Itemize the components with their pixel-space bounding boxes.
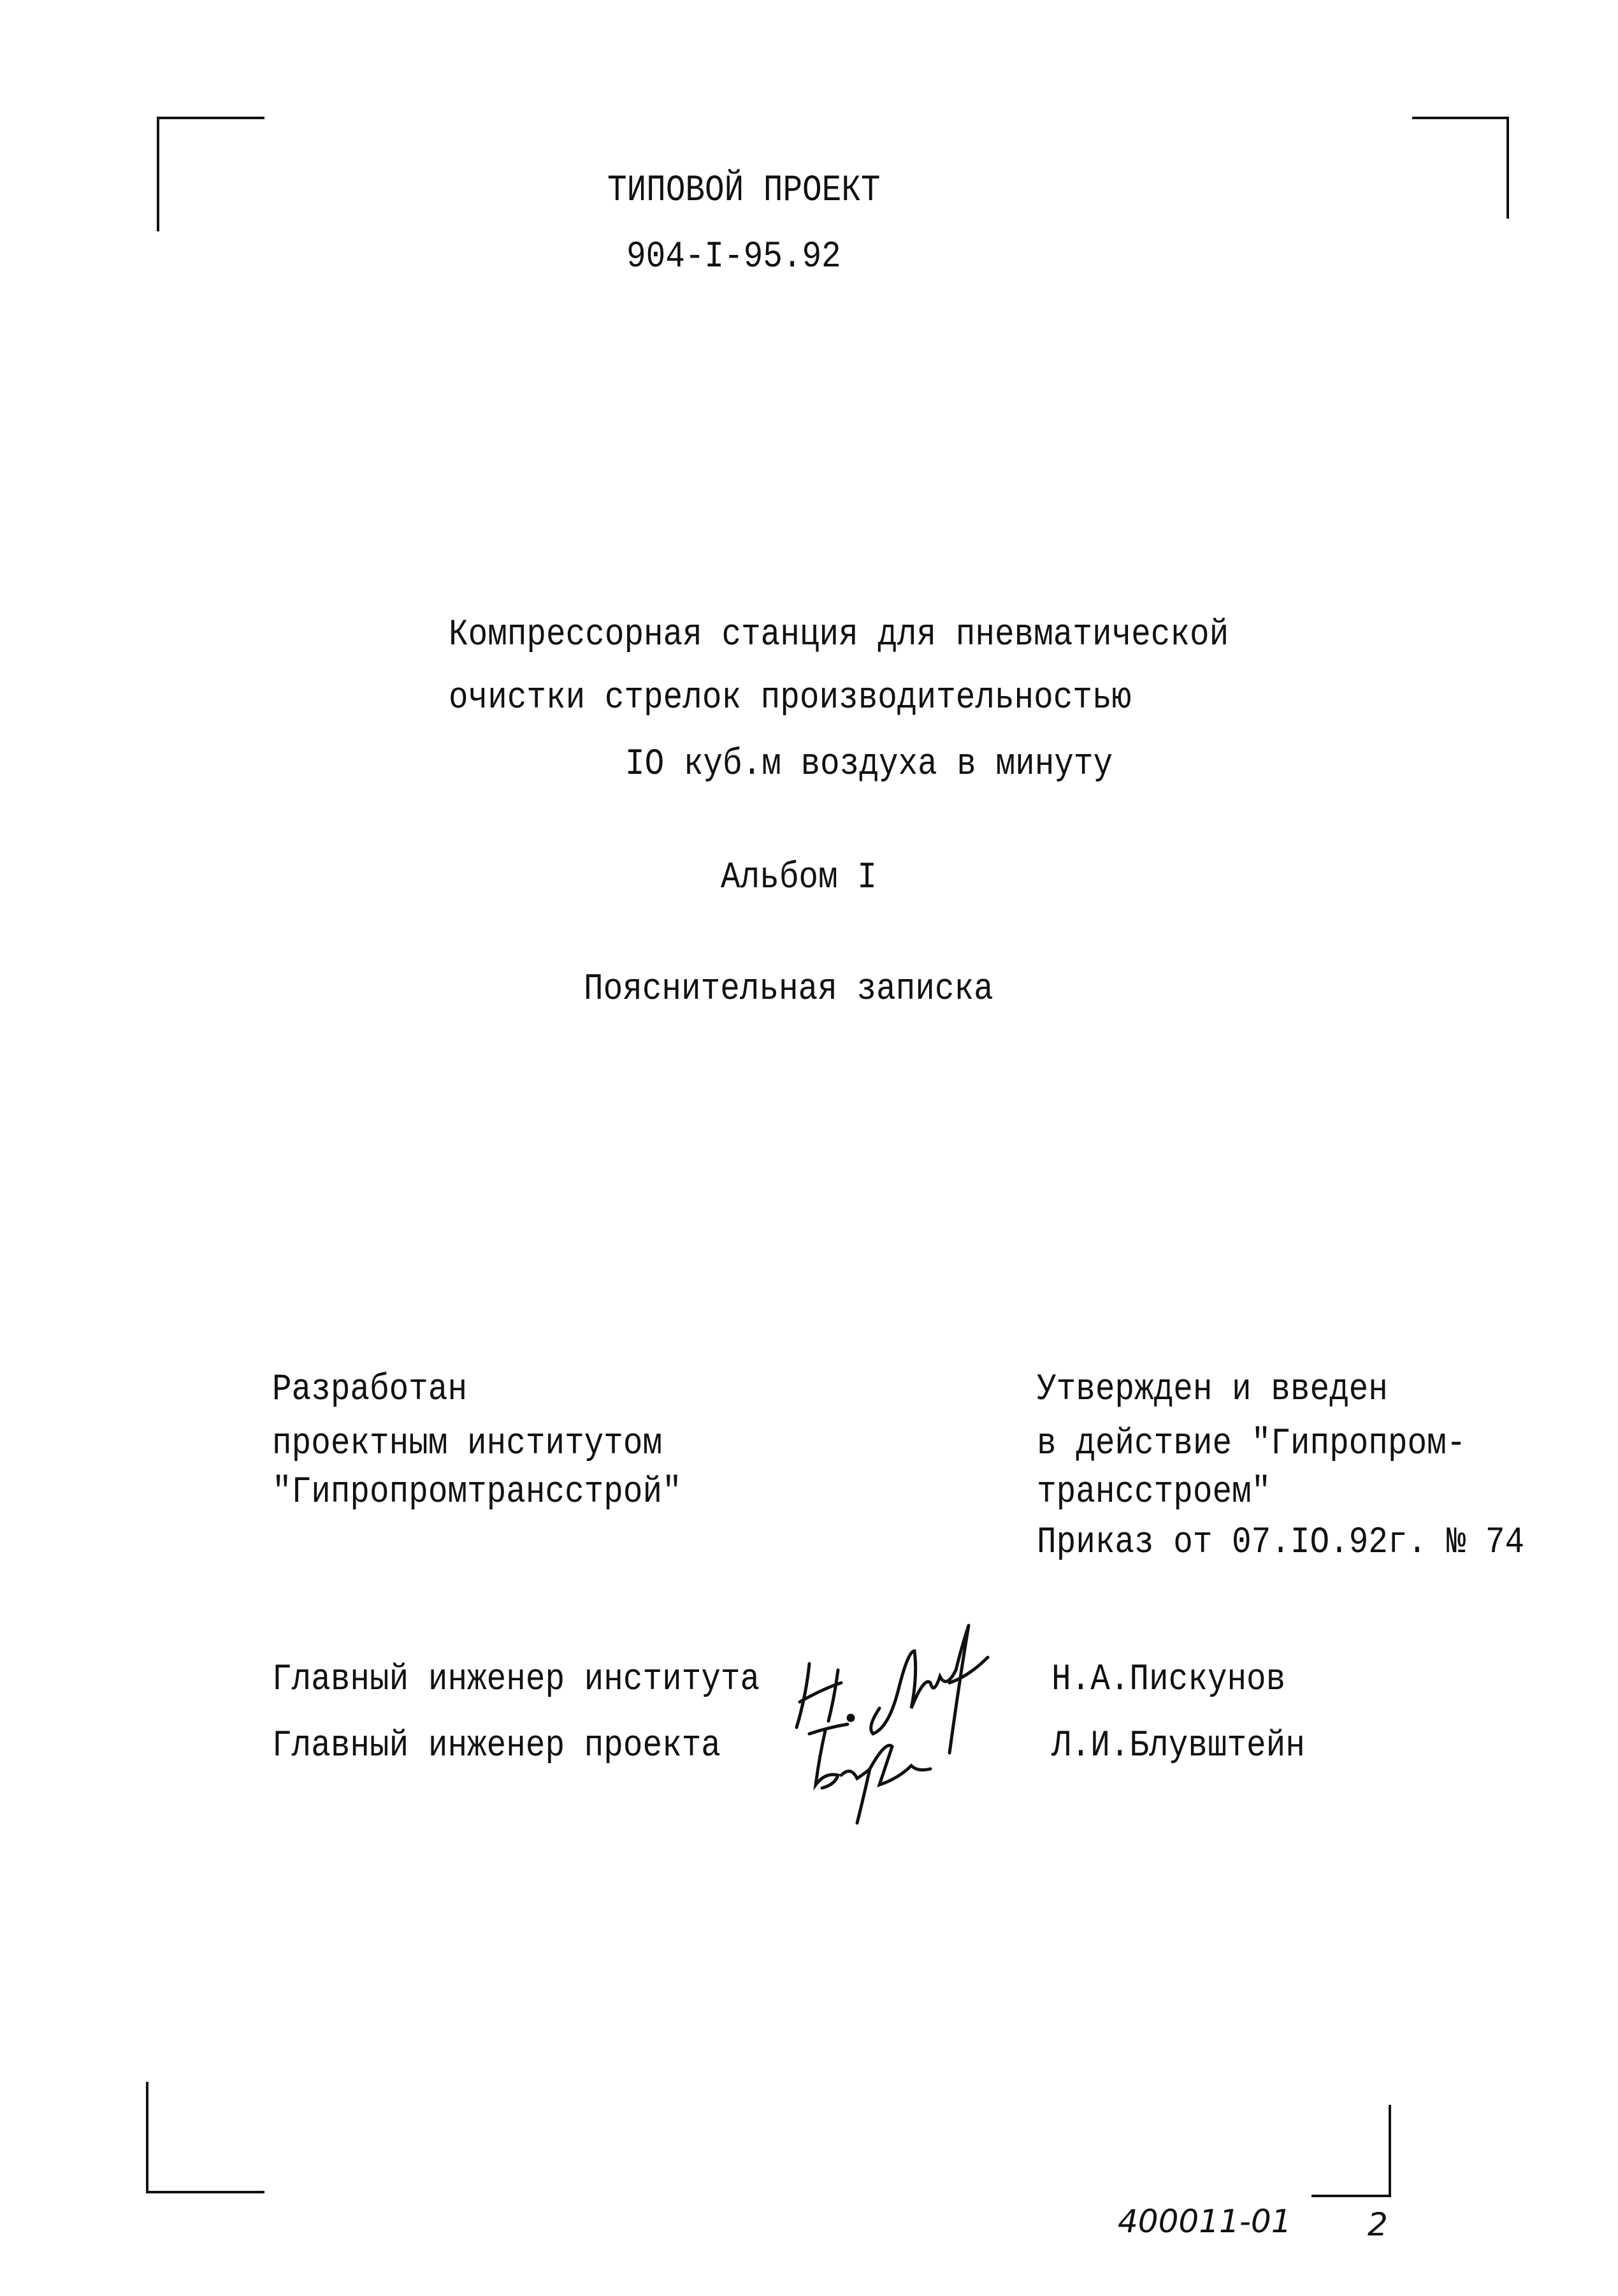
title-line-3: IO куб.м воздуха в минуту: [625, 743, 1113, 786]
corner-mark-bottom-right-v: [1389, 2105, 1391, 2197]
developed-line-3: "Гипропромтрансстрой": [272, 1471, 682, 1514]
corner-mark-top-right-h: [1412, 117, 1509, 119]
corner-mark-top-left-v: [157, 117, 159, 231]
approved-line-1: Утвержден и введен: [1037, 1369, 1388, 1411]
signature-2: [797, 1715, 1000, 1810]
signature-1: [777, 1600, 1045, 1727]
approved-line-4: Приказ от 07.IO.92г. № 74: [1037, 1522, 1525, 1564]
page-number: 2: [1368, 2206, 1388, 2243]
project-number: 904-I-95.92: [626, 236, 841, 279]
document-type: Пояснительная записка: [584, 968, 993, 1011]
signature-name-2: Л.И.Блувштейн: [1051, 1725, 1305, 1768]
signature-role-1: Главный инженер института: [272, 1659, 760, 1701]
corner-mark-bottom-left-h: [146, 2191, 264, 2193]
album-label: Альбом I: [721, 857, 877, 899]
inventory-number: 400011-01: [1118, 2203, 1292, 2240]
approved-line-3: трансстроем": [1037, 1471, 1271, 1514]
approved-line-2: в действие "Гипропром-: [1037, 1423, 1466, 1465]
developed-line-1: Разработан: [272, 1369, 468, 1411]
project-type: ТИПОВОЙ ПРОЕКТ: [607, 170, 881, 212]
corner-mark-bottom-right-h: [1311, 2195, 1391, 2197]
corner-mark-top-left-h: [157, 117, 264, 119]
signature-name-1: Н.А.Пискунов: [1051, 1659, 1286, 1701]
title-line-2: очистки стрелок производительностью: [449, 677, 1132, 720]
signature-role-2: Главный инженер проекта: [272, 1725, 721, 1768]
corner-mark-bottom-left-v: [146, 2082, 148, 2193]
title-line-1: Компрессорная станция для пневматической: [449, 614, 1229, 657]
corner-mark-top-right-v: [1506, 117, 1509, 219]
developed-line-2: проектным институтом: [272, 1423, 663, 1465]
